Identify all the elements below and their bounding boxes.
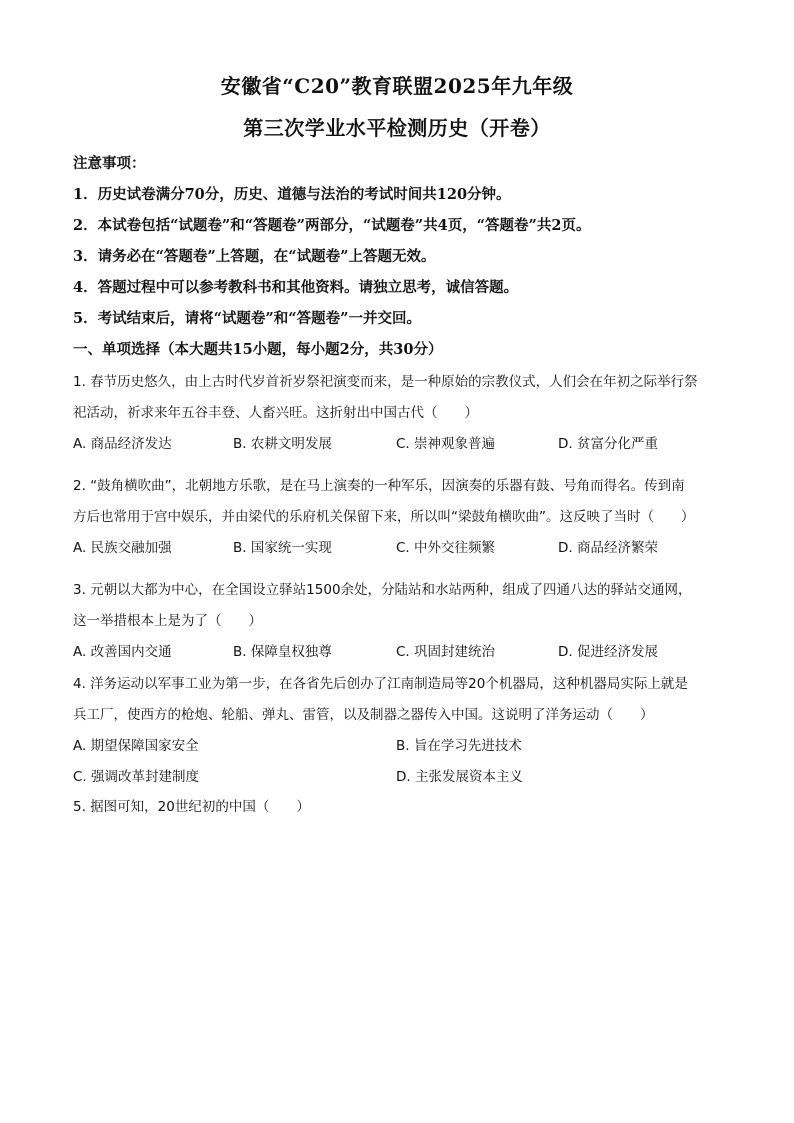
answer-option: A. 民族交融加强 [73,540,172,556]
question-text: 5. 据图可知，20世纪初的中国（ ） [73,799,310,815]
answer-option: D. 促进经济发展 [558,644,658,660]
question-text: 4. 洋务运动以军事工业为第一步，在各省先后创办了江南制造局等20个机器局，这种机器局实际上就是 [73,676,688,692]
note-item: 4．答题过程中可以参考教科书和其他资料。请独立思考，诚信答题。 [73,279,519,296]
answer-option: B. 旨在学习先进技术 [396,738,522,754]
answer-option: D. 贫富分化严重 [558,436,658,452]
question-text: 2. “鼓角横吹曲”，北朝地方乐歌，是在马上演奏的一种军乐，因演奏的乐器有鼓、号角而得名。传到南 [73,478,685,494]
note-item: 5．考试结束后，请将“试题卷”和“答题卷”一并交回。 [73,310,421,327]
answer-option: C. 中外交往频繁 [396,540,496,556]
answer-option: B. 国家统一实现 [233,540,332,556]
answer-option: A. 期望保障国家安全 [73,738,199,754]
note-item: 1．历史试卷满分70分，历史、道德与法治的考试时间共120分钟。 [73,186,511,203]
answer-option: A. 改善国内交通 [73,644,172,660]
exam-subtitle: 第三次学业水平检测历史（开卷） [243,116,551,140]
exam-title: 安徽省“C20”教育联盟2025年九年级 [220,74,574,98]
question-text: 兵工厂，使西方的枪炮、轮船、弹丸、雷管，以及制器之器传入中国。这说明了洋务运动（ ） [73,707,654,723]
answer-option: D. 商品经济繁荣 [558,540,658,556]
answer-option: C. 崇神观象普遍 [396,436,496,452]
answer-option: C. 巩固封建统治 [396,644,496,660]
note-item: 2．本试卷包括“试题卷”和“答题卷”两部分，“试题卷”共4页，“答题卷”共2页。 [73,217,591,234]
question-text: 3. 元朝以大都为中心，在全国设立驿站1500余处，分陆站和水站两种，组成了四通八达的驿站交通网， [73,582,692,598]
question-text: 祀活动，祈求来年五谷丰登、人畜兴旺。这折射出中国古代（ ） [73,405,478,421]
question-text: 这一举措根本上是为了（ ） [73,613,262,629]
notes-heading: 注意事项： [73,155,146,172]
note-item: 3．请务必在“答题卷”上答题，在“试题卷”上答题无效。 [73,248,436,265]
answer-option: B. 保障皇权独尊 [233,644,332,660]
answer-option: D. 主张发展资本主义 [396,769,523,785]
section-heading: 一、单项选择（本大题共15小题，每小题2分，共30分） [73,341,443,358]
question-text: 1. 春节历史悠久，由上古时代岁首祈岁祭祀演变而来，是一种原始的宗教仪式，人们会在年初之际举行祭 [73,374,698,390]
answer-option: B. 农耕文明发展 [233,436,332,452]
question-text: 方后也常用于宫中娱乐，并由梁代的乐府机关保留下来，所以叫“梁鼓角横吹曲”。这反映了当时（ ） [73,509,695,525]
answer-option: A. 商品经济发达 [73,436,172,452]
answer-option: C. 强调改革封建制度 [73,769,200,785]
